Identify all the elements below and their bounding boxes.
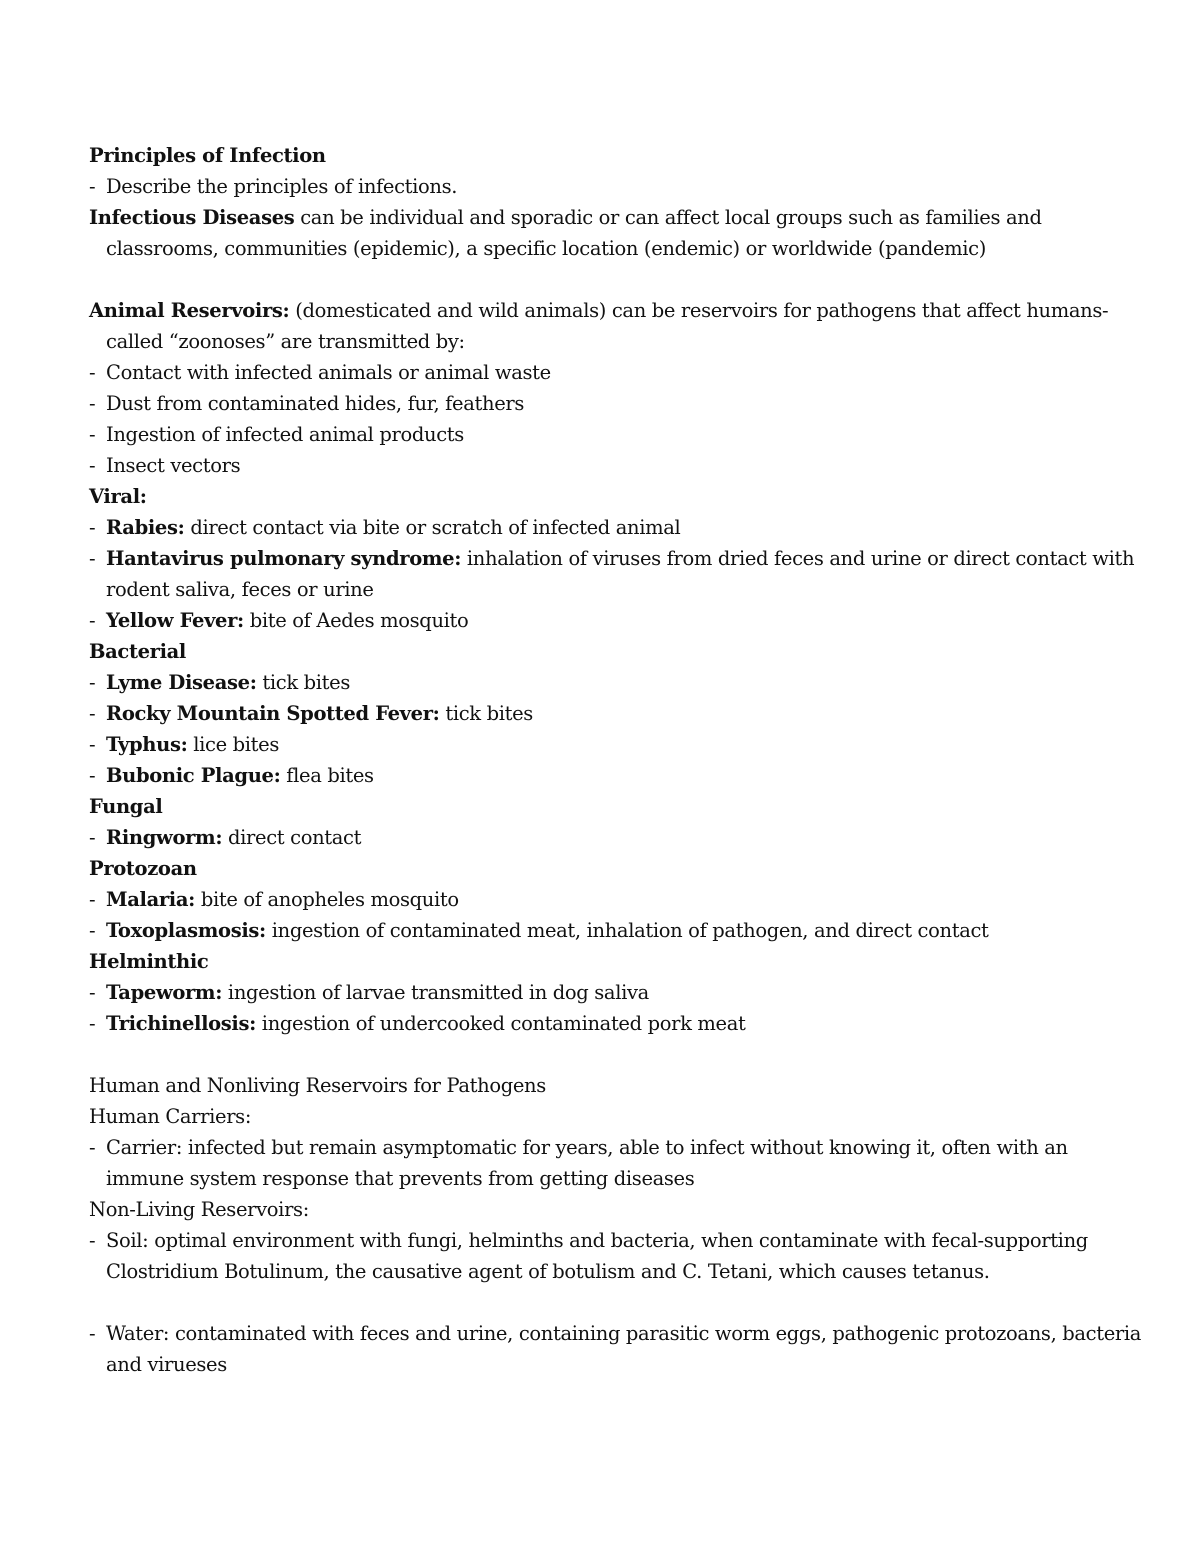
route-text: Contact with infected animals or animal waste: [106, 361, 551, 384]
list-item: [89, 822, 1149, 853]
dash-marker: -: [89, 1012, 96, 1035]
disease-text: tick bites: [256, 671, 351, 694]
list-item: [89, 884, 1149, 915]
disease-term: Ringworm:: [106, 826, 223, 849]
disease-text: ingestion of undercooked contaminated pork meat: [255, 1012, 746, 1035]
disease-text: lice bites: [187, 733, 280, 756]
dash-marker: -: [89, 733, 96, 756]
dash-marker: -: [89, 764, 96, 787]
section-heading-protozoan: Protozoan: [89, 857, 197, 880]
disease-text: inhalation of viruses from dried feces and urine or direct contact with rodent saliva, feces or urine: [106, 547, 1135, 601]
page-title: Principles of Infection: [89, 144, 326, 167]
spacer: [89, 264, 1149, 295]
dash-marker: -: [89, 888, 96, 911]
disease-text: direct contact via bite or scratch of infected animal: [184, 516, 681, 539]
dash-marker: -: [89, 516, 96, 539]
dash-marker: -: [89, 609, 96, 632]
list-item: [89, 760, 1149, 791]
list-item: [89, 1225, 1149, 1287]
list-item: [89, 388, 1149, 419]
section-heading-fungal: Fungal: [89, 795, 163, 818]
infectious-diseases-text: can be individual and sporadic or can affect local groups such as families and classrooms, communities (epidemic), a specific location (endemic) or worldwide (pandemic): [106, 206, 1042, 260]
animal-reservoirs-text: (domesticated and wild animals) can be reservoirs for pathogens that affect humans- called “zoonoses” are transmitted by:: [106, 299, 1109, 353]
route-text: Ingestion of infected animal products: [106, 423, 464, 446]
document-page: [89, 140, 1149, 1380]
objective-text: Describe the principles of infections.: [106, 175, 458, 198]
infectious-diseases-term: Infectious Diseases: [89, 206, 295, 229]
disease-term: Toxoplasmosis:: [106, 919, 266, 942]
disease-text: ingestion of contaminated meat, inhalation of pathogen, and direct contact: [265, 919, 989, 942]
disease-term: Rabies:: [106, 516, 185, 539]
dash-marker: -: [89, 454, 96, 477]
list-item: [89, 667, 1149, 698]
dash-marker: -: [89, 919, 96, 942]
disease-term: Rocky Mountain Spotted Fever:: [106, 702, 440, 725]
list-item: [89, 1318, 1149, 1380]
disease-term: Hantavirus pulmonary syndrome:: [106, 547, 462, 570]
disease-term: Bubonic Plague:: [106, 764, 281, 787]
animal-reservoirs-term: Animal Reservoirs:: [89, 299, 290, 322]
dash-marker: -: [89, 1229, 96, 1252]
dash-marker: -: [89, 981, 96, 1004]
dash-marker: -: [89, 547, 96, 570]
list-item: [89, 357, 1149, 388]
list-item: [89, 1132, 1149, 1194]
list-item: [89, 605, 1149, 636]
section-heading-bacterial: Bacterial: [89, 640, 186, 663]
list-item: [89, 450, 1149, 481]
spacer: [89, 1039, 1149, 1070]
dash-marker: -: [89, 392, 96, 415]
dash-marker: -: [89, 361, 96, 384]
dash-marker: -: [89, 826, 96, 849]
dash-marker: -: [89, 1322, 96, 1345]
list-item: [89, 698, 1149, 729]
infectious-diseases-paragraph: [89, 202, 1149, 264]
water-text: Water: contaminated with feces and urine, containing parasitic worm eggs, pathogenic protozoans, bacteria and virueses: [106, 1322, 1142, 1376]
list-item: [89, 729, 1149, 760]
disease-text: bite of anopheles mosquito: [194, 888, 459, 911]
disease-text: bite of Aedes mosquito: [243, 609, 469, 632]
carrier-text: Carrier: infected but remain asymptomatic for years, able to infect without knowing it, often with an immune system response that prevents from getting diseases: [106, 1136, 1068, 1190]
dash-marker: -: [89, 702, 96, 725]
section-heading-viral: Viral:: [89, 485, 147, 508]
disease-term: Typhus:: [106, 733, 188, 756]
disease-term: Tapeworm:: [106, 981, 223, 1004]
disease-text: ingestion of larvae transmitted in dog saliva: [222, 981, 649, 1004]
list-item: [89, 543, 1149, 605]
section-heading-helminthic: Helminthic: [89, 950, 209, 973]
list-item: [89, 1008, 1149, 1039]
disease-text: flea bites: [280, 764, 374, 787]
human-reservoirs-heading: Human and Nonliving Reservoirs for Pathogens: [89, 1074, 546, 1097]
list-item: [89, 977, 1149, 1008]
list-item: [89, 419, 1149, 450]
route-text: Insect vectors: [106, 454, 241, 477]
dash-marker: -: [89, 423, 96, 446]
dash-marker: -: [89, 175, 96, 198]
disease-term: Trichinellosis:: [106, 1012, 256, 1035]
disease-text: tick bites: [439, 702, 533, 725]
disease-text: direct contact: [222, 826, 362, 849]
route-text: Dust from contaminated hides, fur, feathers: [106, 392, 525, 415]
list-item: [89, 915, 1149, 946]
dash-marker: -: [89, 1136, 96, 1159]
dash-marker: -: [89, 671, 96, 694]
nonliving-reservoirs-heading: Non-Living Reservoirs:: [89, 1198, 309, 1221]
disease-term: Lyme Disease:: [106, 671, 257, 694]
spacer: [89, 1287, 1149, 1318]
list-item: [89, 512, 1149, 543]
objective-item: [89, 171, 1149, 202]
human-carriers-heading: Human Carriers:: [89, 1105, 252, 1128]
soil-text: Soil: optimal environment with fungi, helminths and bacteria, when contaminate with fecal-supporting Clostridium Botulinum, the causative agent of botulism and C. Tetani, which causes tetanus.: [106, 1229, 1088, 1283]
disease-term: Malaria:: [106, 888, 195, 911]
disease-term: Yellow Fever:: [106, 609, 244, 632]
animal-reservoirs-paragraph: [89, 295, 1149, 357]
